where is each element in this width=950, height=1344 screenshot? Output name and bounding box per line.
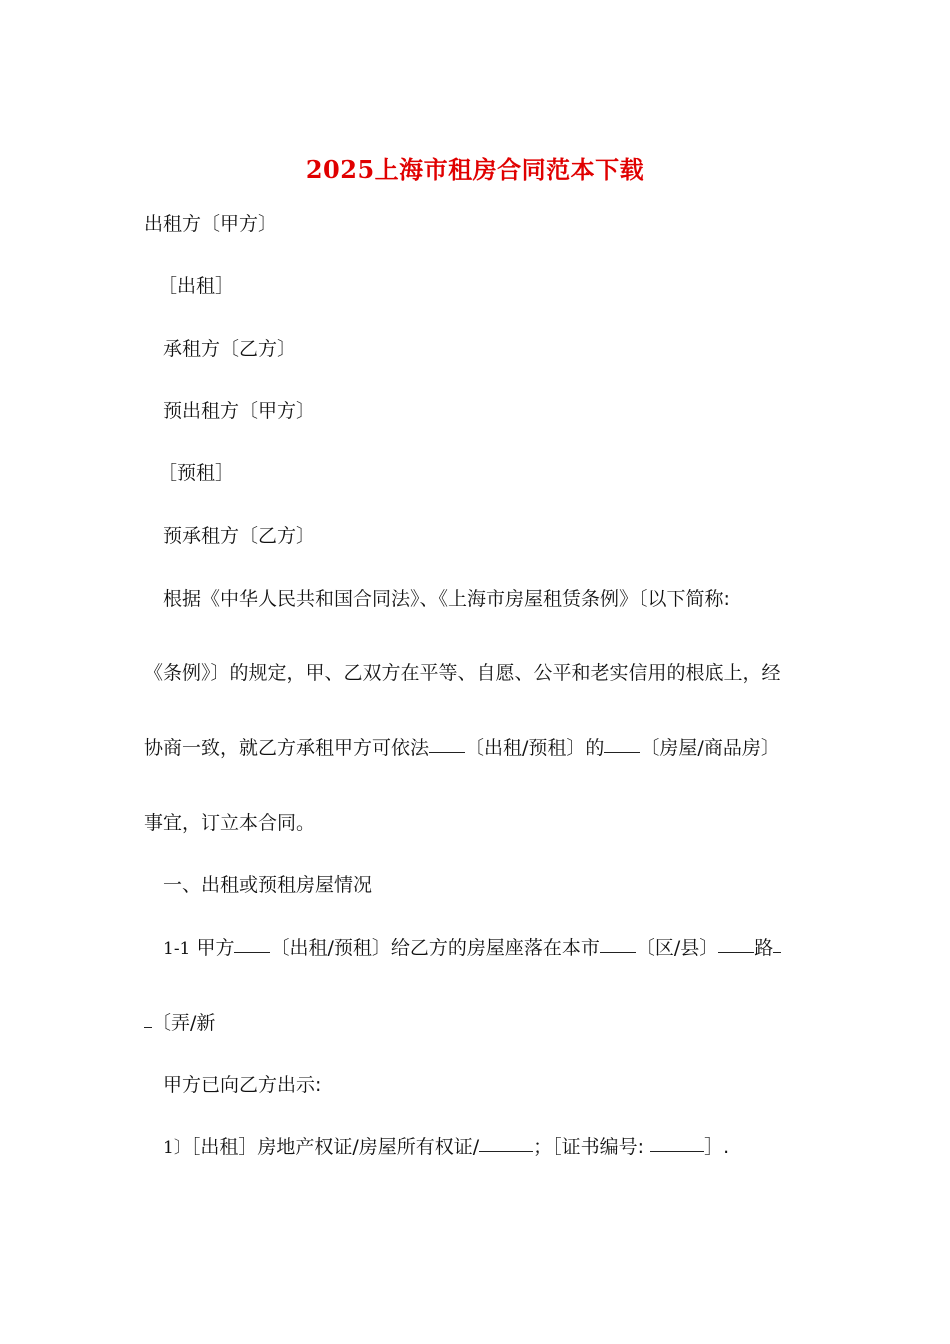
shown-documents-intro: 甲方已向乙方出示:: [163, 1074, 322, 1096]
blank-field: [144, 1009, 152, 1028]
preamble-line-2: 《条例》〕的规定，甲、乙双方在平等、自愿、公平和老实信用的根底上，经: [144, 662, 781, 684]
blank-field: [234, 934, 270, 953]
blank-field: [604, 734, 640, 753]
section-1-heading: 一、出租或预租房屋情况: [163, 874, 373, 896]
document-title: 2025上海市租房合同范本下载: [305, 155, 645, 184]
blank-field: [718, 934, 754, 953]
party-b-pre-lessee-label: 预承租方〔乙方〕: [163, 525, 316, 547]
item-1-part-1: ［出租］房地产权证/房屋所有权证/: [190, 1136, 480, 1158]
party-a-lessor-label: 出租方〔甲方〕: [144, 213, 278, 235]
preamble-line-3-part-1: 协商一致，就乙方承租甲方可依法: [144, 737, 430, 759]
item-number: 1〕: [163, 1138, 191, 1158]
blank-field: [429, 734, 465, 753]
clause-1-1-part-4: 路: [754, 937, 774, 959]
shown-document-item-1: [163, 1134, 729, 1161]
blank-field: [650, 1133, 704, 1152]
lease-type-label: ［出租］: [158, 275, 235, 297]
preamble-line-3: [144, 735, 780, 761]
clause-number: 1-1: [163, 939, 191, 959]
party-a-pre-lessor-label: 预出租方〔甲方〕: [163, 400, 316, 422]
pre-lease-type-label: ［预租］: [158, 462, 235, 484]
clause-1-1-part-2: 〔出租/预租〕给乙方的房屋座落在本市: [270, 937, 600, 959]
blank-field: [600, 934, 636, 953]
clause-1-1-line-1: [163, 935, 781, 962]
preamble-line-1: 根据《中华人民共和国合同法》、《上海市房屋租赁条例》〔以下简称:: [163, 588, 730, 610]
preamble-line-3-part-2: 〔出租/预租〕的: [465, 737, 605, 759]
blank-field: [773, 934, 781, 953]
party-b-lessee-label: 承租方〔乙方〕: [163, 338, 297, 360]
preamble-line-4: 事宜，订立本合同。: [144, 812, 316, 834]
clause-1-1-line-2: [144, 1010, 215, 1036]
clause-1-1-part-3: 〔区/县〕: [635, 937, 719, 959]
clause-1-1-part-1: 甲方: [196, 937, 235, 959]
item-1-part-2: ；［证书编号:: [533, 1136, 645, 1158]
clause-1-1-part-5: 〔弄/新: [152, 1012, 216, 1034]
blank-field: [479, 1133, 533, 1152]
preamble-line-3-part-3: 〔房屋/商品房〕: [640, 737, 780, 759]
item-1-part-3: ］.: [704, 1136, 730, 1158]
